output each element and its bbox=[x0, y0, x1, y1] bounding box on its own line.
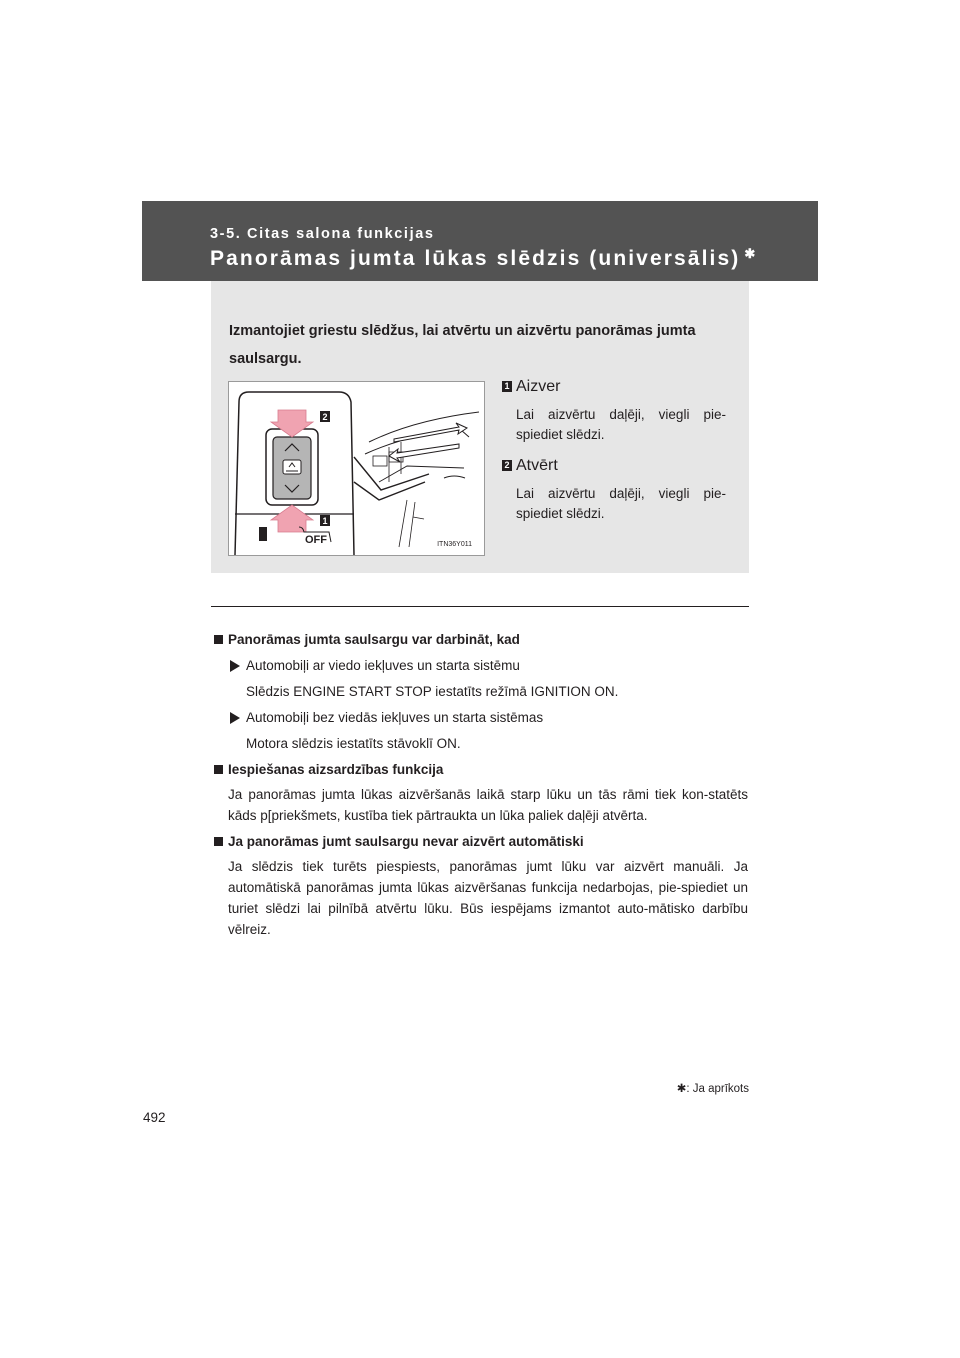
sub-item-text: Automobiļi bez viedās iekļuves un starta sistēmas bbox=[246, 710, 544, 725]
footnote-text: : Ja aprīkots bbox=[686, 1083, 749, 1095]
sub-item-detail: Motora slēdzis iestatīts stāvoklī ON. bbox=[246, 736, 461, 751]
callout-1: 1 bbox=[322, 516, 328, 526]
item-title: Atvērt bbox=[516, 457, 558, 474]
notes-section bbox=[214, 624, 748, 940]
note-heading-text: Ja panorāmas jumt saulsargu nevar aizvērt automātiski bbox=[228, 834, 584, 849]
item-description: Lai aizvērtu daļēji, viegli pie-spiediet slēdzi. bbox=[516, 407, 726, 442]
page-number: 492 bbox=[143, 1110, 166, 1125]
square-bullet-icon bbox=[214, 837, 223, 846]
switch-drawing bbox=[229, 382, 484, 555]
item-number-badge: 1 bbox=[502, 381, 512, 392]
note-heading-text: Panorāmas jumta saulsargu var darbināt, kad bbox=[228, 632, 520, 647]
figure-id: ITN36Y011 bbox=[437, 541, 472, 548]
note-heading bbox=[214, 759, 748, 780]
header-band bbox=[142, 201, 818, 281]
page-title bbox=[210, 246, 755, 271]
callout-2: 2 bbox=[322, 412, 328, 422]
note-paragraph: Ja panorāmas jumta lūkas aizvēršanās laikā starp lūku un tās rāmi tiek kon-statēts kāds p[priekšmets, kustība tiek pārtraukta un lūka paliek daļēji atvērta. bbox=[228, 787, 748, 823]
note-heading bbox=[214, 629, 748, 650]
item-title: Aizver bbox=[516, 378, 561, 395]
note-heading bbox=[214, 831, 748, 852]
sub-item bbox=[214, 707, 748, 728]
square-bullet-icon bbox=[214, 765, 223, 774]
item-number-badge: 2 bbox=[502, 460, 512, 471]
info-box bbox=[211, 281, 749, 573]
note-heading-text: Iespiešanas aizsardzības funkcija bbox=[228, 762, 444, 777]
footnote bbox=[636, 1081, 749, 1095]
intro-text: Izmantojiet griestu slēdžus, lai atvērtu un aizvērtu panorāmas jumta saulsargu. bbox=[229, 323, 696, 367]
page-title-text: Panorāmas jumta lūkas slēdzis (universālis) bbox=[210, 247, 741, 270]
triangle-bullet-icon bbox=[230, 660, 240, 672]
item-description: Lai aizvērtu daļēji, viegli pie-spiediet slēdzi. bbox=[516, 486, 726, 521]
sub-item bbox=[214, 655, 748, 676]
section-label: 3-5. Citas salona funkcijas bbox=[210, 226, 435, 242]
footnote-marker: ✱ bbox=[676, 1083, 687, 1095]
sub-item-detail: Slēdzis ENGINE START STOP iestatīts režīmā IGNITION ON. bbox=[246, 684, 619, 699]
note-paragraph: Ja slēdzis tiek turēts piespiests, panorāmas jumt lūku var aizvērt manuāli. Ja automātiskā panorāmas jumta lūkas aizvēršanas funkcija nedarbojas, pie-spiediet un turiet slēdzi lai pilnībā atvērtu lūku. Būs iespējams izmantot auto-mātisko darbību vēlreiz. bbox=[228, 859, 748, 937]
triangle-bullet-icon bbox=[230, 712, 240, 724]
square-bullet-icon bbox=[214, 635, 223, 644]
switch-illustration bbox=[228, 381, 485, 556]
sub-item-text: Automobiļi ar viedo iekļuves un starta sistēmu bbox=[246, 658, 520, 673]
section-divider bbox=[211, 606, 749, 607]
off-label: OFF bbox=[305, 534, 327, 546]
equipment-marker: ✱ bbox=[744, 246, 756, 261]
